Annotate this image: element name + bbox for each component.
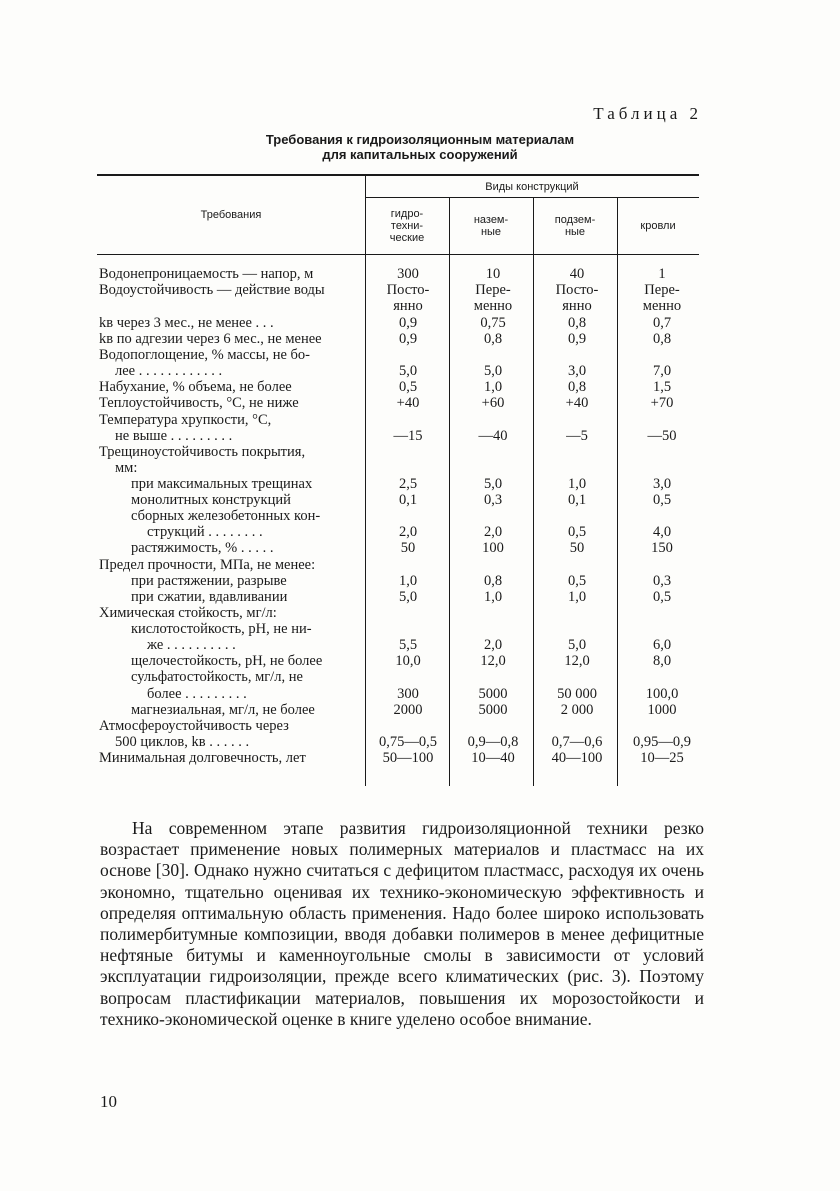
requirement-label: при сжатии, вдавливании [131,589,288,605]
requirement-label: при растяжении, разрыве [131,573,287,589]
requirement-label: Набухание, % объема, не более [99,379,292,395]
table-cell: 3,0 [652,476,672,492]
table-cell: 1,0 [398,573,418,589]
table-cell: Пере- [644,282,680,298]
table-cell: 1,5 [652,379,672,395]
requirement-label: Водоустойчивость — действие воды [99,282,325,298]
requirement-label: же . . . . . . . . . . [147,637,236,653]
column-divider [449,197,450,786]
requirement-label: Температура хрупкости, °С, [99,412,272,428]
table-cell: 0,8 [567,315,587,331]
table-top-rule [97,174,699,176]
table-cell: 150 [651,540,673,556]
table-cell: 300 [397,266,419,282]
table-cell: 1,0 [567,476,587,492]
table-cell: 50 000 [557,686,597,702]
body-paragraph: На современном этапе развития гидроизоляционной техники резко возрастает применение новых полимерных материалов и пластмасс на их основе [30]. Однако нужно считаться с дефицитом пластмасс, расходуя их очень экономно, тщательно оценивая их технико-экономическую эффективность и определяя оптимальную область применения. Надо более широко использовать полимербитумные композиции, вводя добавки полимеров в менее дефицитные нефтяные битумы и каменноугольные смолы в зависимости от условий эксплуатации гидроизоляции, прежде всего климатических (рис. 3). Поэтому вопросам пластификации материалов, повышения их морозостойкости и технико-экономической оценке в книге уделено особое внимание. [100,818,704,1029]
table-cell: 300 [397,686,419,702]
table-cell: 5,0 [483,476,503,492]
requirement-label: Химическая стойкость, мг/л: [99,605,277,621]
table-cell: 100 [482,540,504,556]
table-cell: 0,1 [398,492,418,508]
table-cell: 0,7—0,6 [551,734,603,750]
table-cell: 0,7 [652,315,672,331]
table-cell: 0,5 [567,524,587,540]
table-title [0,132,840,162]
table-cell: 6,0 [652,637,672,653]
group-header-rule [365,197,699,198]
table-cell: 0,1 [567,492,587,508]
table-cell: +70 [650,395,674,411]
requirement-label: мм: [115,460,138,476]
requirement-label: лее . . . . . . . . . . . . [115,363,223,379]
table-cell: 0,8 [652,331,672,347]
table-cell: 0,5 [652,589,672,605]
table-cell: 5,0 [483,363,503,379]
table-cell: 4,0 [652,524,672,540]
table-cell: менно [642,298,682,314]
table-cell: 0,9 [398,315,418,331]
table-cell: 5,0 [398,589,418,605]
requirement-label: сульфатостойкость, мг/л, не [131,669,303,685]
table-cell: 1,0 [483,589,503,605]
table-cell: 10 [485,266,501,282]
table-cell: 0,5 [567,573,587,589]
table-title-line2: для капитальных сооружений [322,147,518,162]
header-bottom-rule [97,254,699,255]
requirement-label: kв через 3 мес., не менее . . . [99,315,274,331]
table-cell: 5,5 [398,637,418,653]
table-cell: +40 [396,395,420,411]
table-cell: 2,0 [483,637,503,653]
table-cell: 2 000 [560,702,594,718]
requirement-label: более . . . . . . . . . [147,686,247,702]
table-cell: +60 [481,395,505,411]
table-cell: Пере- [475,282,511,298]
table-cell: 5000 [478,686,508,702]
table-cell: +40 [565,395,589,411]
table-cell: 10—25 [640,750,684,766]
table-cell: Посто- [555,282,599,298]
requirement-label: Трещиноустойчивость покрытия, [99,444,306,460]
table-cell: —15 [393,428,423,444]
requirement-label: 500 циклов, kв . . . . . . [115,734,250,750]
table-cell: 0,3 [652,573,672,589]
table-cell: 10,0 [395,653,421,669]
table-cell: 0,75—0,5 [379,734,437,750]
table-cell: 0,95—0,9 [633,734,691,750]
header-requirements: Требования [200,209,262,221]
table-cell: 0,8 [567,379,587,395]
table-number: Таблица 2 [593,104,702,123]
requirement-label: не выше . . . . . . . . . [115,428,233,444]
table-cell: 2,5 [398,476,418,492]
table-title-line1: Требования к гидроизоляционным материалам [265,132,575,147]
table-cell: 0,8 [483,573,503,589]
requirement-label: при максимальных трещинах [131,476,313,492]
page-number: 10 [100,1092,117,1111]
requirement-label: Теплоустойчивость, °С, не ниже [99,395,299,411]
requirement-label: Минимальная долговечность, лет [99,750,306,766]
table-cell: янно [393,298,423,314]
table-cell: 1000 [647,702,677,718]
header-col-underground: подзем- ные [554,214,596,238]
table-cell: 1,0 [483,379,503,395]
requirement-label: сборных железобетонных кон- [131,508,321,524]
requirement-label: Водопоглощение, % массы, не бо- [99,347,311,363]
table-cell: 0,9—0,8 [467,734,519,750]
column-divider [365,174,366,786]
requirement-label: kв по адгезии через 6 мес., не менее [99,331,322,347]
table-cell: —50 [647,428,677,444]
header-col-ground: назем- ные [473,214,509,238]
table-cell: 50—100 [382,750,434,766]
table-cell: 5000 [478,702,508,718]
table-cell: 50 [569,540,585,556]
table-cell: 2,0 [398,524,418,540]
table-cell: 5,0 [567,637,587,653]
table-cell: 50 [400,540,416,556]
table-cell: —5 [566,428,588,444]
table-cell: Посто- [386,282,430,298]
table-cell: 100,0 [645,686,679,702]
table-cell: 7,0 [652,363,672,379]
table-cell: 0,5 [398,379,418,395]
requirement-label: щелочестойкость, pH, не более [131,653,323,669]
table-cell: 12,0 [564,653,590,669]
requirement-label: монолитных конструкций [131,492,291,508]
header-col-hydro: гидро- техни- ческие [389,208,425,244]
table-cell: —40 [478,428,508,444]
table-cell: 10—40 [471,750,515,766]
table-cell: 3,0 [567,363,587,379]
requirement-label: струкций . . . . . . . . [147,524,263,540]
table-cell: 12,0 [480,653,506,669]
table-cell: янно [562,298,592,314]
table-cell: 5,0 [398,363,418,379]
table-cell: 40—100 [551,750,603,766]
table-cell: 40 [569,266,585,282]
header-group: Виды конструкций [485,181,579,193]
table-cell: 0,9 [567,331,587,347]
requirement-label: Атмосфероустойчивость через [99,718,289,734]
table-cell: 8,0 [652,653,672,669]
table-cell: 2000 [393,702,423,718]
header-col-roofs: кровли [640,220,676,232]
requirement-label: растяжимость, % . . . . . [131,540,274,556]
table-cell: 1 [658,266,666,282]
table-cell: менно [473,298,513,314]
requirement-label: магнезиальная, мг/л, не более [131,702,315,718]
requirement-label: Водонепроницаемость — напор, м [99,266,314,282]
table-cell: 0,3 [483,492,503,508]
table-cell: 0,75 [480,315,506,331]
requirement-label: кислотостойкость, pH, не ни- [131,621,312,637]
table-cell: 2,0 [483,524,503,540]
table-cell: 0,8 [483,331,503,347]
table-cell: 0,9 [398,331,418,347]
requirement-label: Предел прочности, МПа, не менее: [99,557,316,573]
table-cell: 1,0 [567,589,587,605]
table-cell: 0,5 [652,492,672,508]
